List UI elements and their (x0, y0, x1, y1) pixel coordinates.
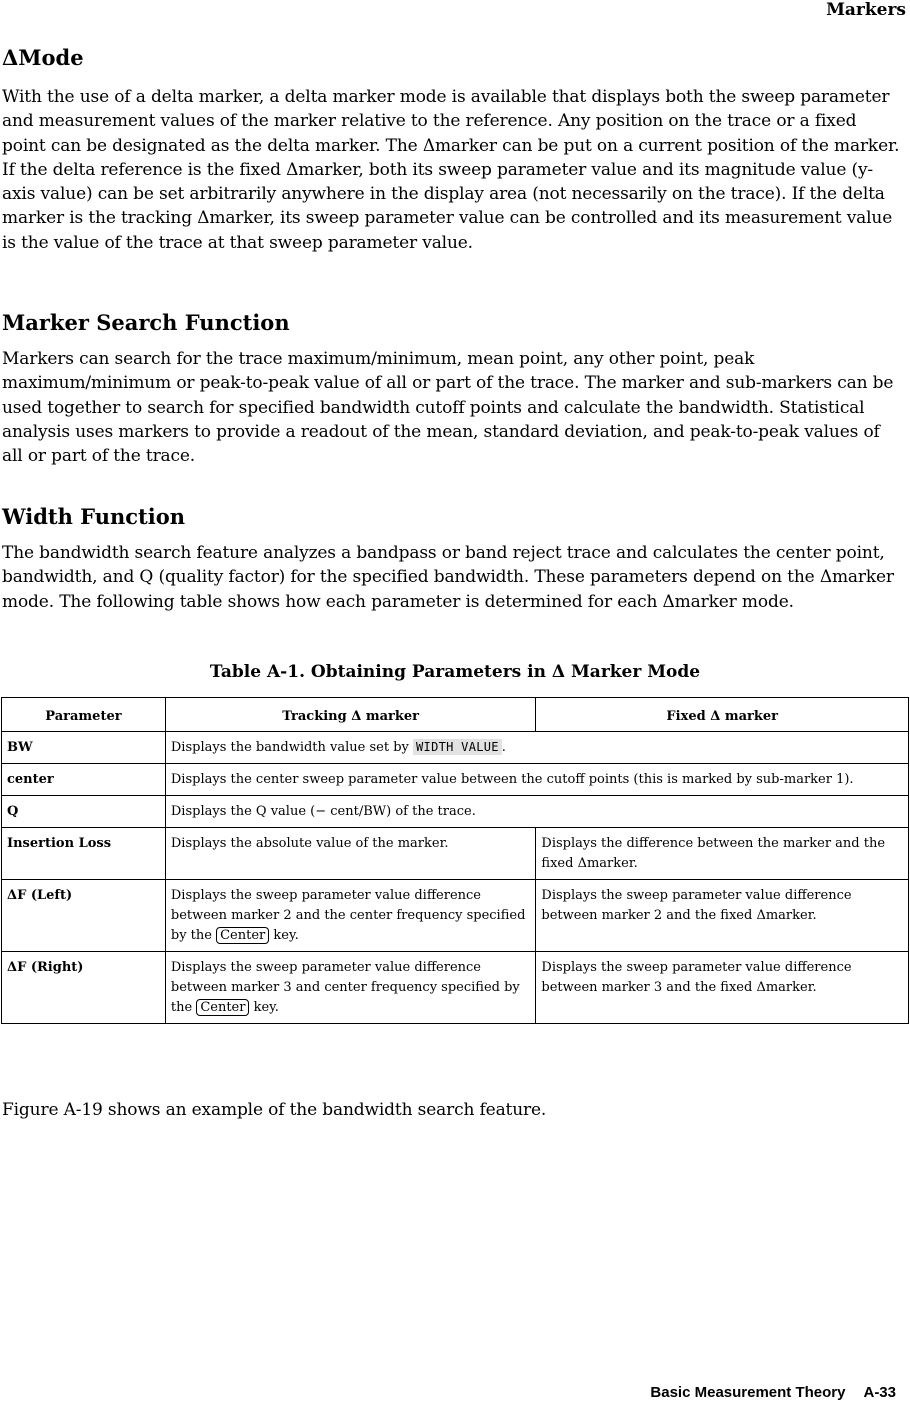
cell-text-end: key. (253, 1000, 279, 1015)
table-cell-tracking: Displays the absolute value of the marker. (165, 828, 536, 880)
footer-section: Basic Measurement Theory (650, 1384, 846, 1401)
row-label: ΔF (Left) (2, 880, 166, 952)
table-cell-tracking (165, 952, 536, 1024)
row-label: Q (2, 796, 166, 828)
width-value-softkey: WIDTH VALUE (413, 739, 502, 755)
table-cell-shared: Displays the Q value (− cent/BW) of the trace. (165, 796, 908, 828)
table-caption: Table A-1. Obtaining Parameters in Δ Marker Mode (209, 662, 701, 682)
table-cell-tracking (165, 880, 536, 952)
table-row-insertion-loss (2, 828, 909, 880)
cell-text: Displays the sweep parameter value difference between marker 3 and center frequency specified by the (170, 960, 520, 1015)
column-header-tracking: Tracking Δ marker (165, 698, 536, 732)
table-cell-shared (165, 732, 908, 764)
row-label: Insertion Loss (2, 828, 166, 880)
parameters-table (1, 697, 909, 1024)
section-title-marker-search: Marker Search Function (2, 310, 290, 335)
cell-text: Displays the sweep parameter value difference between marker 2 and the center frequency specified by the (170, 888, 526, 943)
running-header: Markers (826, 0, 906, 20)
section-title-delta-mode: ΔMode (2, 45, 84, 70)
table-cell-fixed: Displays the sweep parameter value difference between marker 2 and the fixed Δmarker. (536, 880, 909, 952)
row-label: BW (2, 732, 166, 764)
paragraph-marker-search: Markers can search for the trace maximum/minimum, mean point, any other point, peak maximum/minimum or peak-to-peak value of all or part of the trace. The marker and sub-markers can be used together to search for specified bandwidth cutoff points and calculate the bandwidth. Statistical analysis uses markers to provide a readout of the mean, standard deviation, and peak-to-peak values of all or part of the trace. (2, 349, 894, 467)
paragraph-delta-mode: With the use of a delta marker, a delta marker mode is available that displays both the sweep parameter and measurement values of the marker relative to the reference. Any position on the trace or a fixed point can be designated as the delta marker. The Δmarker can be put on a current position of the marker. If the delta reference is the fixed Δmarker, both its sweep parameter value and its magnitude value (y-axis value) can be set arbitrarily anywhere in the display area (not necessarily on the trace). If the delta marker is the tracking Δmarker, its sweep parameter value can be controlled and its measurement value is the value of the trace at that sweep parameter value. (2, 87, 900, 253)
figure-reference: Figure A-19 shows an example of the bandwidth search feature. (2, 1100, 547, 1120)
column-header-parameter: Parameter (2, 698, 166, 732)
paragraph-width-function: The bandwidth search feature analyzes a bandpass or band reject trace and calculates the center point, bandwidth, and Q (quality factor) for the specified bandwidth. These parameters depend on the Δmarker mode. The following table shows how each parameter is determined for each Δmarker mode. (2, 543, 894, 612)
table-cell-fixed: Displays the difference between the marker and the fixed Δmarker. (536, 828, 909, 880)
center-hardkey: Center (196, 999, 249, 1016)
table-row-q (2, 796, 909, 828)
table-cell-shared: Displays the center sweep parameter value between the cutoff points (this is marked by sub-marker 1). (165, 764, 908, 796)
column-header-fixed: Fixed Δ marker (536, 698, 909, 732)
table-cell-fixed: Displays the sweep parameter value difference between marker 3 and the fixed Δmarker. (536, 952, 909, 1024)
row-label: ΔF (Right) (2, 952, 166, 1024)
table-row-bw (2, 732, 909, 764)
page-number: A-33 (863, 1384, 896, 1401)
cell-text: Displays the bandwidth value set by (170, 740, 409, 755)
section-title-width-function: Width Function (2, 504, 185, 529)
table-header-row (2, 698, 909, 732)
center-hardkey: Center (216, 927, 269, 944)
table-row-delta-f-left (2, 880, 909, 952)
table-row-center (2, 764, 909, 796)
cell-text-end: key. (273, 928, 299, 943)
cell-text-end: . (501, 740, 506, 755)
page-footer (650, 1384, 896, 1401)
table-row-delta-f-right (2, 952, 909, 1024)
row-label: center (2, 764, 166, 796)
